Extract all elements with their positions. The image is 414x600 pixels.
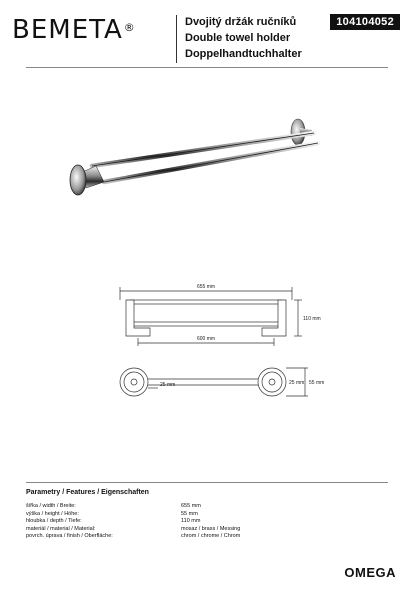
product-code-badge: 104104052 <box>330 14 400 30</box>
product-illustration <box>0 100 414 215</box>
title-cz: Dvojitý držák ručníků <box>185 16 297 28</box>
rosette-dimension-label: 25 mm <box>289 380 305 386</box>
title-de: Doppelhandtuchhalter <box>185 48 302 60</box>
param-value: mosaz / brass / Messing <box>181 525 241 532</box>
param-row <box>26 503 240 511</box>
param-row <box>26 526 240 534</box>
height-dimension-label: 110 mm <box>303 316 321 322</box>
product-titles <box>185 14 302 62</box>
param-row <box>26 533 240 541</box>
brand-logo <box>12 16 136 44</box>
front-rosette <box>70 165 86 195</box>
inner-dimension-label: 25 mm <box>160 382 176 388</box>
parameters-title: Parametry / Features / Eigenschaften <box>26 489 149 496</box>
param-label: výška / height / Höhe: <box>26 510 79 517</box>
param-label: šířka / width / Breite: <box>26 503 76 509</box>
parameters-table <box>26 503 240 541</box>
width-dimension-label: 655 mm <box>196 284 216 290</box>
top-view-drawing <box>0 362 414 410</box>
param-value: 655 mm <box>181 503 201 509</box>
param-value: chrom / chrome / Chrom <box>181 533 241 539</box>
parameters-rule <box>26 482 388 483</box>
param-row <box>26 511 240 519</box>
header-divider <box>176 15 177 63</box>
param-value: 55 mm <box>181 510 198 517</box>
depth-dimension-label: 55 mm <box>309 380 325 386</box>
param-label: materiál / material / Material: <box>26 525 96 532</box>
param-value: 110 mm <box>181 518 201 524</box>
front-view-drawing <box>0 280 414 355</box>
header-rule <box>26 67 388 68</box>
registered-mark: ® <box>123 21 136 34</box>
series-name: OMEGA <box>344 565 396 580</box>
span-dimension-label: 600 mm <box>196 336 216 342</box>
brand-name: BEMETA <box>12 15 123 45</box>
param-label: hloubka / depth / Tiefe: <box>26 518 82 524</box>
param-row <box>26 518 240 526</box>
title-en: Double towel holder <box>185 32 291 44</box>
param-label: povrch. úprava / finish / Oberfläche: <box>26 533 113 539</box>
